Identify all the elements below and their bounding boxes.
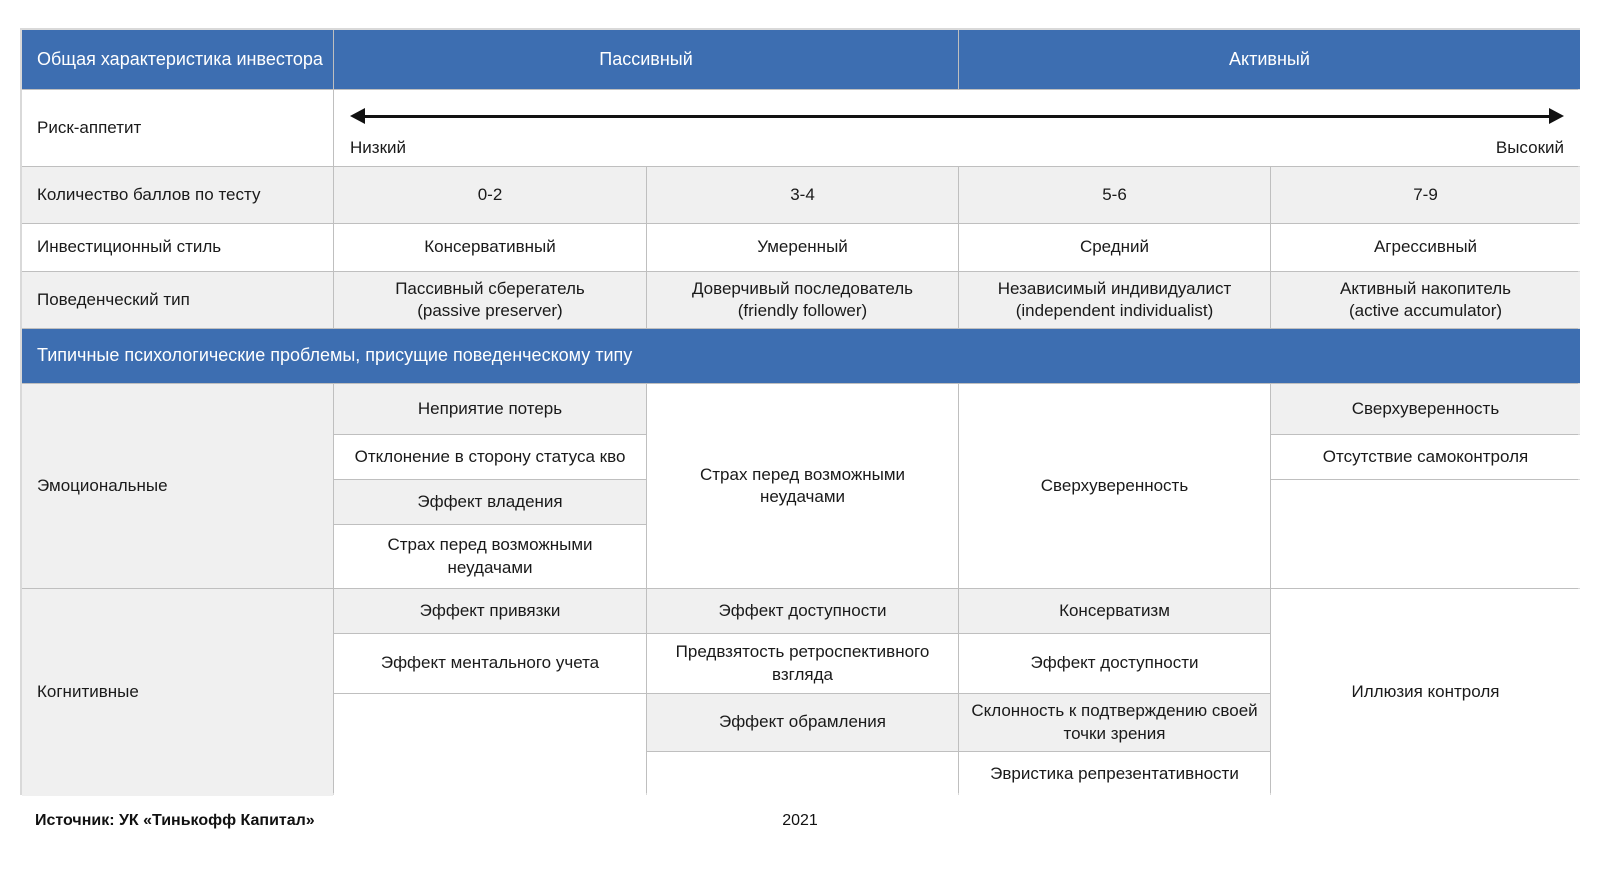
behavior-en-0: (passive preserver) bbox=[417, 301, 563, 320]
header-general-characteristic: Общая характеристика инвестора bbox=[22, 30, 333, 89]
risk-high-label: Высокий bbox=[1495, 138, 1564, 157]
emotional-section-label: Эмоциональные bbox=[22, 384, 333, 588]
style-cell-2: Средний bbox=[959, 224, 1270, 271]
score-cell-3: 7-9 bbox=[1271, 167, 1580, 223]
emotional-aggressive-1: Отсутствие самоконтроля bbox=[1271, 435, 1580, 479]
emotional-aggressive-0: Сверхуверенность bbox=[1271, 384, 1580, 434]
behavior-cell-3 bbox=[1271, 272, 1580, 328]
cognitive-moderate-2: Эффект обрамления bbox=[647, 694, 958, 751]
behavior-en-2: (independent individualist) bbox=[1015, 301, 1214, 320]
header-passive: Пассивный bbox=[334, 30, 958, 89]
emotional-conservative-1: Отклонение в сторону статуса кво bbox=[334, 435, 646, 479]
footer-year: 2021 bbox=[782, 812, 818, 829]
emotional-conservative-0: Неприятие потерь bbox=[334, 384, 646, 434]
cognitive-middle-0: Консерватизм bbox=[959, 589, 1270, 633]
behavior-cell-1 bbox=[647, 272, 958, 328]
double-arrow-icon bbox=[350, 108, 1564, 124]
score-cell-1: 3-4 bbox=[647, 167, 958, 223]
style-cell-1: Умеренный bbox=[647, 224, 958, 271]
behavior-ru-1: Доверчивый последователь bbox=[691, 278, 914, 298]
behavior-en-3: (active accumulator) bbox=[1348, 301, 1503, 320]
arrow-shaft bbox=[365, 115, 1549, 118]
arrow-right-head-icon bbox=[1549, 108, 1564, 124]
behavior-ru-2: Независимый индивидуалист bbox=[997, 278, 1232, 298]
score-cell-2: 5-6 bbox=[959, 167, 1270, 223]
behavior-cell-2 bbox=[959, 272, 1270, 328]
cognitive-middle-3: Эвристика репрезентативности bbox=[959, 752, 1270, 796]
behavior-cell-0 bbox=[334, 272, 646, 328]
cognitive-aggressive-merged: Иллюзия контроля bbox=[1271, 589, 1580, 796]
cognitive-moderate-empty bbox=[647, 752, 958, 796]
score-row-label: Количество баллов по тесту bbox=[22, 167, 333, 223]
behavior-en-1: (friendly follower) bbox=[737, 301, 868, 320]
style-cell-0: Консервативный bbox=[334, 224, 646, 271]
emotional-moderate-merged: Страх перед возможными неудачами bbox=[647, 384, 958, 588]
style-row-label: Инвестиционный стиль bbox=[22, 224, 333, 271]
investor-profile-table bbox=[20, 28, 1580, 795]
behavior-row-label: Поведенческий тип bbox=[22, 272, 333, 328]
risk-low-label: Низкий bbox=[350, 138, 406, 157]
source-attribution: Источник: УК «Тинькофф Капитал» bbox=[35, 812, 315, 829]
style-cell-3: Агрессивный bbox=[1271, 224, 1580, 271]
risk-appetite-scale bbox=[334, 90, 1580, 166]
emotional-aggressive-empty bbox=[1271, 480, 1580, 588]
psych-problems-banner: Типичные психологические проблемы, присущие поведенческому типу bbox=[22, 329, 1580, 383]
risk-appetite-label: Риск-аппетит bbox=[22, 90, 333, 166]
cognitive-moderate-1: Предвзятость ретроспективного взгляда bbox=[647, 634, 958, 693]
emotional-middle-merged: Сверхуверенность bbox=[959, 384, 1270, 588]
cognitive-section-label: Когнитивные bbox=[22, 589, 333, 796]
score-cell-0: 0-2 bbox=[334, 167, 646, 223]
arrow-left-head-icon bbox=[350, 108, 365, 124]
emotional-conservative-2: Эффект владения bbox=[334, 480, 646, 524]
cognitive-conservative-empty bbox=[334, 694, 646, 796]
cognitive-conservative-1: Эффект ментального учета bbox=[334, 634, 646, 693]
cognitive-conservative-0: Эффект привязки bbox=[334, 589, 646, 633]
header-active: Активный bbox=[959, 30, 1580, 89]
behavior-ru-0: Пассивный сберегатель bbox=[395, 278, 585, 298]
cognitive-moderate-0: Эффект доступности bbox=[647, 589, 958, 633]
cognitive-middle-1: Эффект доступности bbox=[959, 634, 1270, 693]
emotional-conservative-3: Страх перед возможными неудачами bbox=[334, 525, 646, 588]
cognitive-middle-2: Склонность к подтверждению своей точки зрения bbox=[959, 694, 1270, 751]
behavior-ru-3: Активный накопитель bbox=[1340, 278, 1511, 298]
